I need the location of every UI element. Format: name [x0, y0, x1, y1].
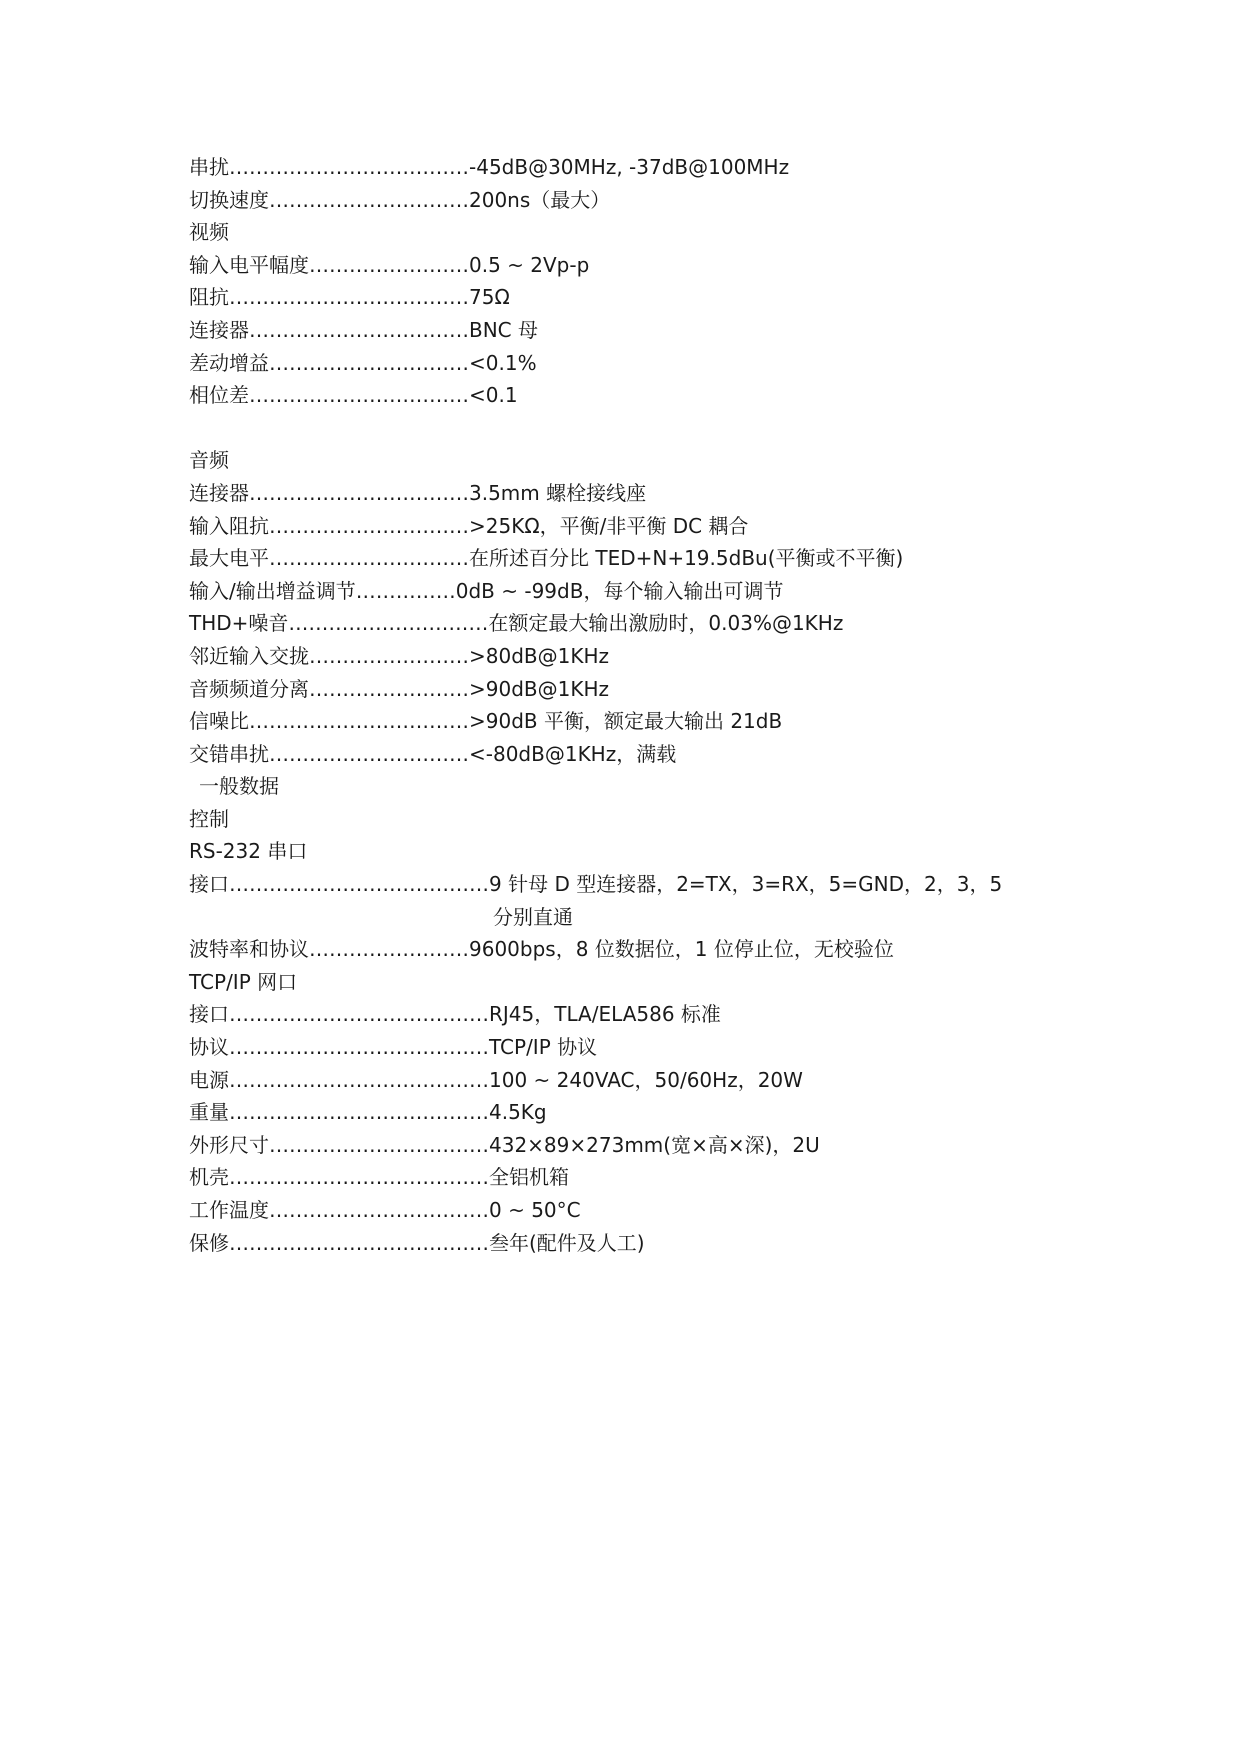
spec-label: 阻抗 [189, 285, 229, 310]
spec-value: <-80dB@1KHz，满载 [469, 741, 677, 766]
section-heading [189, 770, 1049, 803]
spec-row [189, 1031, 1049, 1064]
spec-value: >25KΩ，平衡/非平衡 DC 耦合 [469, 513, 749, 538]
leader-dots: …………………… [309, 643, 469, 668]
spec-row [189, 1129, 1049, 1162]
spec-row [189, 314, 1049, 347]
section-heading [189, 803, 1049, 836]
spec-value: 0.5 ~ 2Vp-p [469, 252, 590, 277]
leader-dots: …………………………… [249, 383, 469, 408]
spec-label: 工作温度 [189, 1198, 269, 1222]
spec-value: 全铝机箱 [489, 1165, 569, 1190]
spec-row [189, 998, 1049, 1031]
spec-value: 3.5mm 螺栓接线座 [469, 480, 647, 505]
spec-row [189, 1194, 1049, 1227]
spec-value: >80dB@1KHz [469, 643, 609, 668]
spec-label: 最大电平 [189, 546, 269, 571]
heading-text: 视频 [189, 220, 229, 245]
heading-text: 一般数据 [199, 774, 279, 799]
spec-value: 75Ω [469, 285, 510, 310]
spec-row [189, 640, 1049, 673]
spec-row [189, 542, 1049, 575]
spec-value: 0dB ~ -99dB，每个输入输出可调节 [455, 578, 784, 603]
spec-label: 机壳 [189, 1165, 229, 1190]
section-heading [189, 444, 1049, 477]
spec-label: 电源 [189, 1067, 229, 1092]
spec-row [189, 379, 1049, 412]
leader-dots: ……………………………… [229, 285, 469, 310]
spec-row [189, 1064, 1049, 1097]
spec-row [189, 1227, 1049, 1260]
leader-dots: …………………………… [269, 1198, 489, 1222]
spec-label: 信噪比 [189, 709, 249, 734]
leader-dots: …………………………… [249, 317, 469, 342]
spec-value: 在额定最大输出激励时，0.03%@1KHz [488, 611, 844, 636]
spec-label: 音频频道分离 [189, 676, 309, 701]
spec-row [189, 184, 1049, 217]
spec-label: 重量 [189, 1100, 229, 1125]
leader-dots: …………………………… [249, 709, 469, 734]
spec-label: 输入电平幅度 [189, 252, 309, 277]
spec-value: >90dB 平衡，额定最大输出 21dB [469, 709, 783, 734]
leader-dots: ………………………… [269, 741, 469, 766]
spec-label: 协议 [189, 1035, 229, 1060]
spec-label: 邻近输入交拢 [189, 643, 309, 668]
section-heading [189, 216, 1049, 249]
spec-row [189, 249, 1049, 282]
spec-label: 输入阻抗 [189, 513, 269, 538]
spec-value: -45dB@30MHz, -37dB@100MHz [469, 155, 790, 179]
spec-value: <0.1% [469, 350, 537, 375]
spec-row [189, 607, 1049, 640]
leader-dots: ………………………… [269, 187, 469, 212]
leader-dots: ………………………… [269, 546, 469, 571]
spec-label: 串扰 [189, 155, 229, 179]
spec-label: 差动增益 [189, 350, 269, 375]
leader-dots: …………………………… [249, 480, 469, 505]
heading-text: 控制 [189, 806, 229, 831]
leader-dots: …………………………… [269, 1132, 489, 1157]
spec-value: 4.5Kg [489, 1100, 547, 1125]
leader-dots: ………………………… [288, 611, 489, 636]
spec-value: 200ns（最大） [469, 187, 611, 212]
spec-row [189, 673, 1049, 706]
spec-label: 切换速度 [189, 187, 269, 212]
leader-dots: ………………………………… [229, 872, 489, 897]
spec-label: 连接器 [189, 480, 249, 505]
leader-dots: ………………………………… [229, 1230, 489, 1255]
spec-value-continuation: 分别直通 [493, 904, 573, 929]
leader-dots: …………………… [309, 937, 469, 962]
leader-dots: ………………………………… [229, 1165, 489, 1190]
spec-row [189, 1161, 1049, 1194]
spec-row [189, 705, 1049, 738]
spec-label: 输入/输出增益调节 [189, 578, 356, 603]
spec-row [189, 933, 1049, 966]
spec-value: 100 ~ 240VAC，50/60Hz，20W [489, 1067, 803, 1092]
spec-label: 波特率和协议 [189, 937, 309, 962]
spec-label: 外形尺寸 [189, 1132, 269, 1157]
section-heading [189, 966, 1049, 999]
leader-dots: ………………………………… [229, 1100, 489, 1125]
spec-row [189, 477, 1049, 510]
spec-label: 连接器 [189, 317, 249, 342]
spec-row [189, 1096, 1049, 1129]
spec-row [189, 575, 1049, 608]
leader-dots: ………………………… [269, 350, 469, 375]
spec-value: 0 ~ 50°C [489, 1198, 581, 1222]
spec-value: >90dB@1KHz [469, 676, 609, 701]
section-heading [189, 835, 1049, 868]
leader-dots: …………… [355, 578, 456, 603]
spec-value: TCP/IP 协议 [489, 1035, 598, 1060]
spec-value: BNC 母 [469, 317, 539, 342]
spec-row [189, 281, 1049, 314]
leader-dots: ………………………………… [229, 1035, 489, 1060]
spec-row [189, 151, 1049, 184]
spec-value: RJ45，TLA/ELA586 标准 [489, 1002, 721, 1027]
spec-row [189, 868, 1049, 901]
spec-row [189, 347, 1049, 380]
spec-value: 9 针母 D 型连接器，2=TX，3=RX，5=GND，2，3，5 [489, 872, 1003, 897]
spec-value: 在所述百分比 TED+N+19.5dBu(平衡或不平衡) [469, 546, 904, 571]
leader-dots: …………………… [309, 252, 469, 277]
spec-label: 相位差 [189, 383, 249, 408]
leader-dots: ……………………………… [229, 155, 469, 179]
spec-row [189, 738, 1049, 771]
spec-value: <0.1 [469, 383, 518, 408]
spec-row [189, 510, 1049, 543]
heading-text: TCP/IP 网口 [189, 969, 298, 994]
spec-label: 保修 [189, 1230, 229, 1255]
leader-dots: ………………………… [269, 513, 469, 538]
leader-dots: ………………………………… [229, 1067, 489, 1092]
leader-dots: …………………… [309, 676, 469, 701]
spec-list [189, 151, 1049, 1259]
blank-line [189, 412, 1049, 445]
spec-value: 9600bps，8 位数据位，1 位停止位，无校验位 [469, 937, 894, 962]
heading-text: RS-232 串口 [189, 839, 308, 864]
spec-label: 接口 [189, 1002, 229, 1027]
heading-text: 音频 [189, 448, 229, 473]
leader-dots: ………………………………… [229, 1002, 489, 1027]
spec-label: THD+噪音 [189, 611, 289, 636]
spec-label: 交错串扰 [189, 741, 269, 766]
spec-value: 叁年(配件及人工) [489, 1230, 645, 1255]
spec-label: 接口 [189, 872, 229, 897]
spec-value: 432×89×273mm(宽×高×深)，2U [489, 1132, 820, 1157]
